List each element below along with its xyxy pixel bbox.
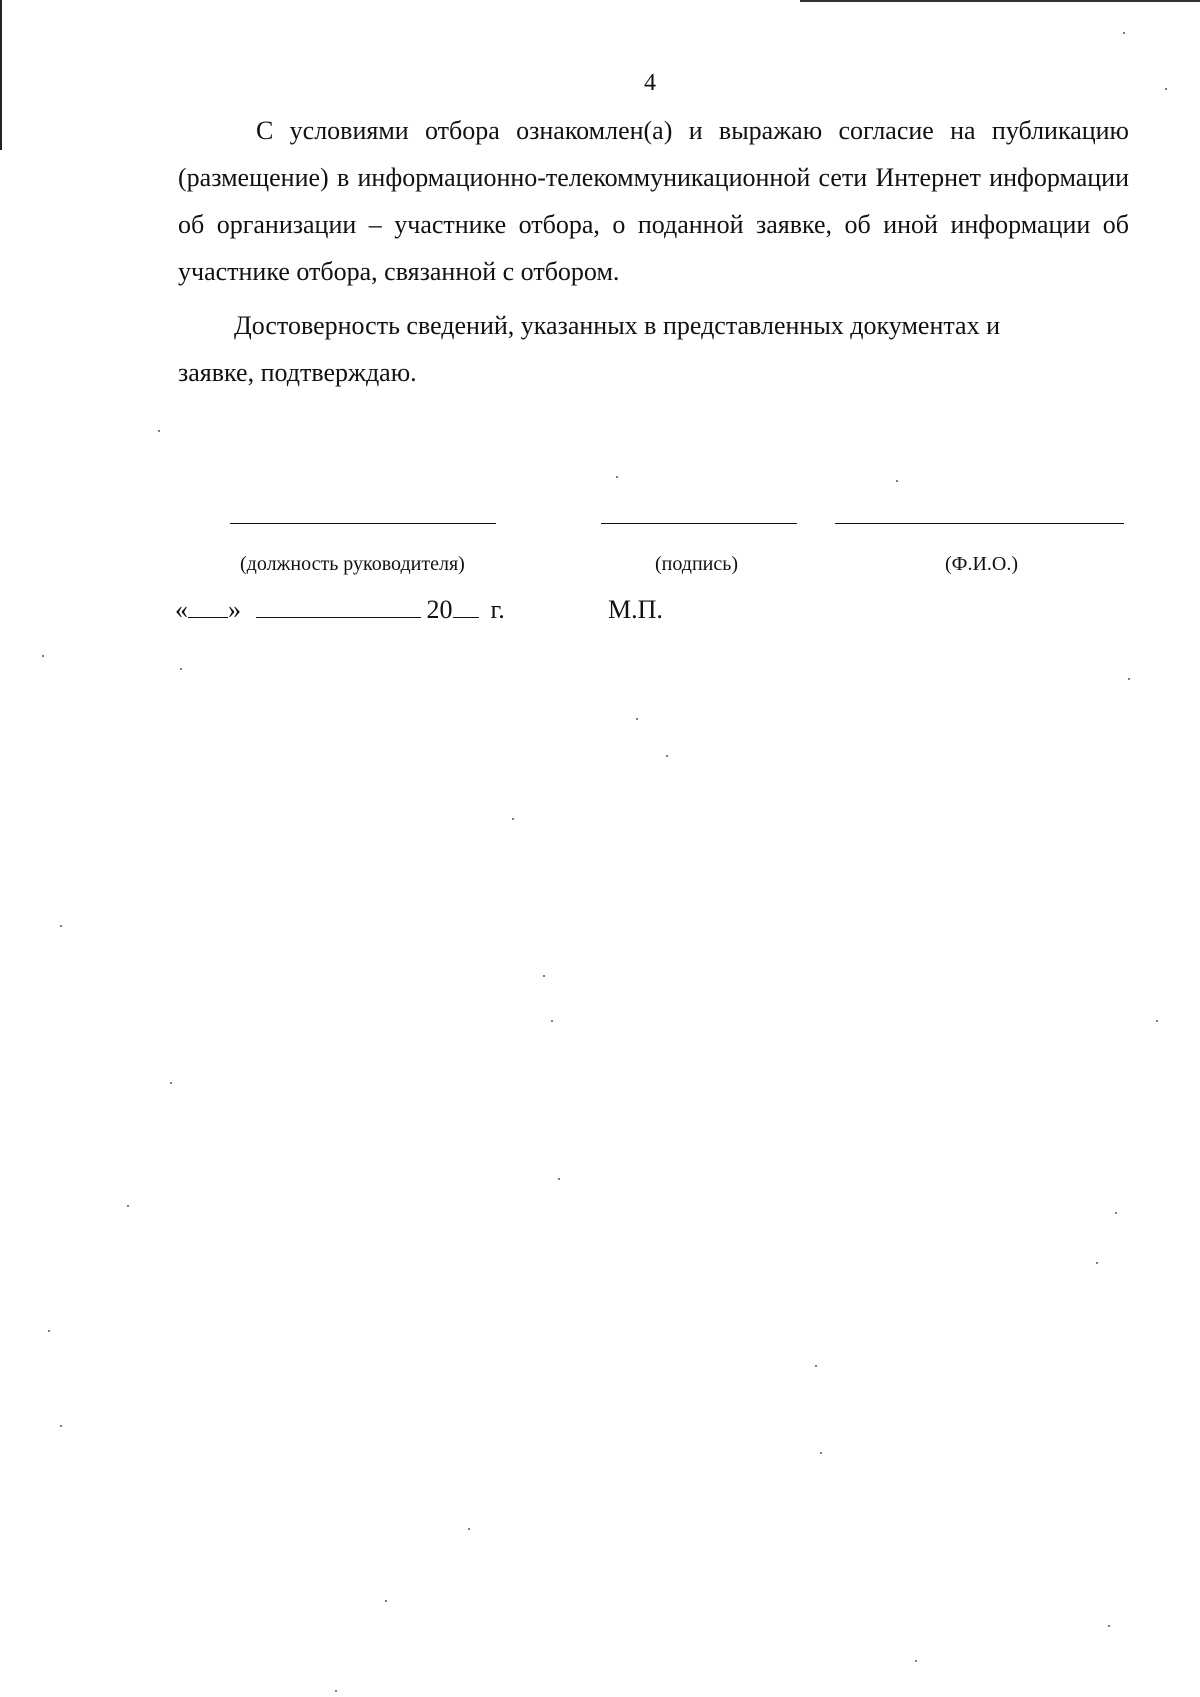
- year-prefix: 20: [426, 595, 453, 624]
- scan-speck: [512, 818, 514, 820]
- day-blank[interactable]: [188, 595, 228, 618]
- open-quote: «: [175, 595, 188, 624]
- scan-speck: [60, 1425, 62, 1427]
- scan-speck: [616, 476, 618, 478]
- confirmation-paragraph: Достоверность сведений, указанных в представленных документах и заявке, подтверждаю.: [178, 311, 1000, 387]
- scan-speck: [815, 1365, 817, 1367]
- scan-speck: [48, 1330, 50, 1332]
- scan-speck: [1165, 88, 1167, 90]
- scan-speck: [1108, 1625, 1110, 1627]
- scan-speck: [335, 1690, 337, 1692]
- position-line[interactable]: [230, 523, 496, 524]
- signature-caption: (подпись): [655, 553, 739, 575]
- scan-speck: [1156, 1020, 1158, 1022]
- year-blank[interactable]: [453, 595, 479, 618]
- scan-speck: [543, 975, 545, 977]
- scan-speck: [158, 430, 160, 432]
- page-number: 4: [644, 70, 656, 96]
- scan-speck: [558, 1178, 560, 1180]
- scan-speck: [1128, 678, 1130, 680]
- stamp-label: М.П.: [608, 595, 663, 624]
- month-blank[interactable]: [256, 595, 421, 618]
- position-caption: (должность руководителя): [240, 553, 465, 575]
- scan-speck: [127, 1205, 129, 1207]
- scan-speck: [820, 1452, 822, 1454]
- date-row: [175, 595, 505, 625]
- scan-speck: [468, 1528, 470, 1530]
- scan-speck: [1096, 1262, 1098, 1264]
- name-line[interactable]: [835, 523, 1124, 524]
- scan-speck: [180, 668, 182, 670]
- close-quote: »: [228, 595, 241, 624]
- scan-speck: [551, 1020, 553, 1022]
- scan-speck: [42, 655, 44, 657]
- name-caption: (Ф.И.О.): [945, 553, 1019, 575]
- scan-speck: [385, 1600, 387, 1602]
- scan-speck: [896, 480, 898, 482]
- scan-speck: [1123, 32, 1125, 34]
- scan-speck: [636, 718, 638, 720]
- scan-speck: [170, 1082, 172, 1084]
- signature-line[interactable]: [601, 523, 797, 524]
- scan-speck: [666, 755, 668, 757]
- scan-speck: [1115, 1212, 1117, 1214]
- consent-paragraph: С условиями отбора ознакомлен(а) и выражаю согласие на публикацию (размещение) в информационно-телекоммуникационной сети Интернет информации об организации – участнике отбора, о поданной заявке, об иной информации об участнике отбора, связанной с отбором.: [178, 116, 1129, 286]
- scan-speck: [915, 1660, 917, 1662]
- scan-edge-top: [800, 0, 1200, 2]
- scan-speck: [60, 925, 62, 927]
- year-suffix: г.: [490, 595, 505, 624]
